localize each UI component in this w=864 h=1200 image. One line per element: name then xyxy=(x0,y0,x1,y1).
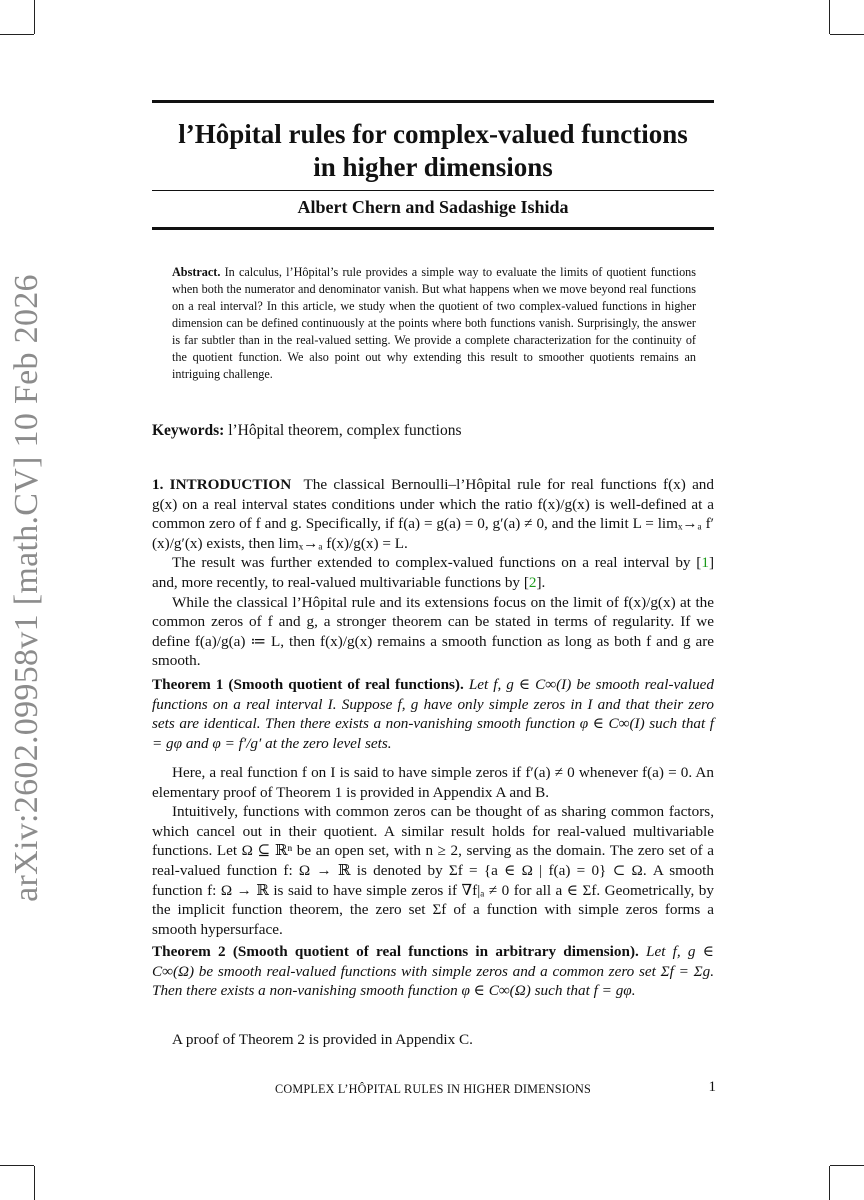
theorem-1 xyxy=(152,675,714,753)
proof-reference-text: A proof of Theorem 2 is provided in Appendix C. xyxy=(172,1031,473,1048)
author-list: Albert Chern and Sadashige Ishida xyxy=(297,197,569,217)
simple-zeros-paragraph: Here, a real function f on I is said to have simple zeros if f′(a) ≠ 0 whenever f(a) = 0. An elementary proof of Theorem 1 is provided in Appendix A and B. xyxy=(152,764,714,801)
citation-link-2[interactable]: 2 xyxy=(528,573,537,591)
title-line-2: in higher dimensions xyxy=(313,152,553,182)
proof-reference xyxy=(152,1030,714,1050)
keywords xyxy=(152,422,714,440)
crop-mark xyxy=(34,1166,35,1200)
crop-mark xyxy=(0,34,34,35)
keywords-label: Keywords: xyxy=(152,422,225,439)
intro-paragraph-1 xyxy=(152,475,714,553)
intro-text-1: The classical Bernoulli–l’Hôpital rule for real functions f(x) and g(x) on a real interval states conditions under which the ratio f(x)/g(x) is well-defined at a common zero of f and g. Specifically, if f(a) = g(a) = 0, g′(a) ≠ 0, and the limit L = limₓ→ₐ f′(x)/g′(x) exists, then limₓ→ₐ f(x)/g(x) = L. xyxy=(152,476,714,552)
title-rule-middle xyxy=(152,190,714,191)
introduction-section xyxy=(152,475,714,671)
intro-paragraph-2 xyxy=(152,553,714,592)
theorem-1-text: Let f, g ∈ C∞(I) be smooth real-valued functions on a real interval I. Suppose f, g have only simple zeros in I and that their zero sets are identical. Then there exists a non-vanishing smooth function φ ∈ C∞(I) such that f = gφ and φ = f′/g′ at the zero level sets. xyxy=(152,676,715,752)
crop-mark xyxy=(829,1166,830,1200)
paper-title xyxy=(140,118,726,184)
crop-mark xyxy=(830,34,864,35)
crop-mark xyxy=(829,0,830,34)
intro-text-3: While the classical l’Hôpital rule and its extensions focus on the limit of f(x)/g(x) at the common zeros of f and g, a stronger theorem can be stated in terms of regularity. If we define f(a)/g(a) ≔ L, then f(x)/g(x) remains a smooth function as long as both f and g are smooth. xyxy=(152,593,714,670)
abstract-text: In calculus, l’Hôpital’s rule provides a simple way to evaluate the limits of quotient functions when both the numerator and denominator vanish. But what happens when we move beyond real functions on a real interval? In this article, we study when the quotient of two complex-valued functions in higher dimension can be defined continuously at the points where both functions vanish. Surprisingly, the answer is far subtler than in the real-valued setting. We provide a complete characterization for the continuity of the quotient function. We also point out why extending this result to smoother quotients remains an intriguing challenge. xyxy=(172,265,697,381)
keywords-text: l’Hôpital theorem, complex functions xyxy=(228,422,462,439)
theorem-2-text: Let f, g ∈ C∞(Ω) be smooth real-valued functions with simple zeros and a common zero set Σf = Σg. Then there exists a non-vanishing smooth function φ ∈ C∞(Ω) such that f = gφ. xyxy=(152,943,714,1000)
theorem-1-body xyxy=(152,675,714,753)
citation-link-1[interactable]: 1 xyxy=(701,554,709,572)
discussion-section xyxy=(152,763,714,939)
intro-paragraph-3 xyxy=(152,593,714,671)
theorem-1-heading: Theorem 1 (Smooth quotient of real functions). xyxy=(152,676,464,693)
abstract-label: Abstract. xyxy=(172,265,221,279)
intro-text-2b: ] and, more recently, to real-valued multivariable functions by [ xyxy=(152,554,714,591)
arxiv-identifier: arXiv:2602.09958v1 [math.CV] 10 Feb 2026 xyxy=(8,274,45,902)
theorem-2-heading: Theorem 2 (Smooth quotient of real functions in arbitrary dimension). xyxy=(152,943,639,960)
theorem-2-body xyxy=(152,942,714,1001)
section-heading: 1. INTRODUCTION xyxy=(152,476,292,493)
intro-text-2a: The result was further extended to complex-valued functions on a real interval by [ xyxy=(172,554,702,572)
multivariable-paragraph: Intuitively, functions with common zeros can be thought of as sharing common factors, which cancel out in their quotient. A similar result holds for real-valued multivariable functions. Let Ω ⊆ ℝⁿ be an open set, with n ≥ 2, serving as the domain. The zero set of a real-valued function f: Ω → ℝ is denoted by Σf = {a ∈ Ω | f(a) = 0} ⊂ Ω. A smooth function f: Ω → ℝ is said to have simple zeros if ∇f|ₐ ≠ 0 for all a ∈ Σf. Geometrically, by the implicit function theorem, the zero set Σf of a function with simple zeros forms a smooth hypersurface. xyxy=(152,803,714,938)
abstract xyxy=(172,264,696,383)
theorem-2 xyxy=(152,942,714,1001)
title-line-1: l’Hôpital rules for complex-valued functions xyxy=(178,119,688,149)
crop-mark xyxy=(34,0,35,34)
crop-mark xyxy=(830,1165,864,1166)
crop-mark xyxy=(0,1165,34,1166)
intro-text-2c: ]. xyxy=(536,573,546,591)
title-rule-top xyxy=(152,100,714,103)
running-title: COMPLEX L’HÔPITAL RULES IN HIGHER DIMENSIONS xyxy=(274,1082,591,1096)
title-rule-bottom xyxy=(152,227,714,230)
page-number: 1 xyxy=(708,1079,716,1095)
arxiv-identifier-stamp xyxy=(4,268,50,908)
